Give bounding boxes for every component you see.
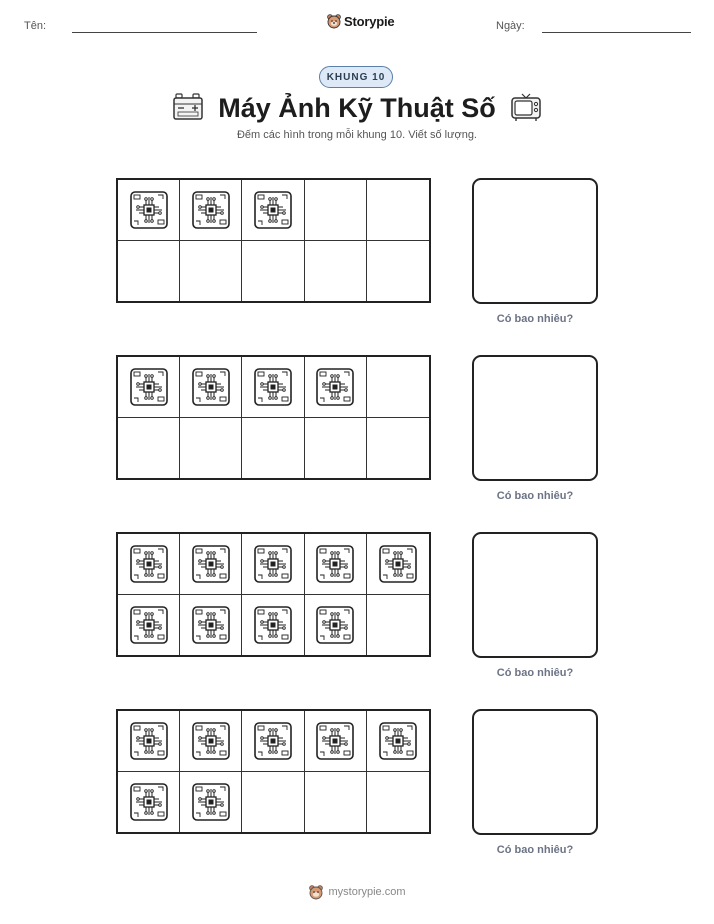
ten-frame-cell [305,241,367,302]
circuit-chip-icon [316,368,354,406]
circuit-chip-icon [379,545,417,583]
answer-label-3: Có bao nhiêu? [496,667,574,679]
circuit-chip-icon [316,545,354,583]
ten-frame-cell [118,418,180,479]
ten-frame-cell [180,180,242,241]
ten-frame-cell [367,534,429,595]
ten-frame-cell [242,595,304,656]
ten-frame-cell [367,418,429,479]
bear-mascot-icon [308,884,324,900]
circuit-chip-icon [254,191,292,229]
page-title: Máy Ảnh Kỹ Thuật Số [218,92,496,123]
answer-box-1[interactable] [472,178,598,304]
ten-frame-cell [367,711,429,772]
ten-frame-3 [116,532,431,657]
ten-frame-cell [367,357,429,418]
ten-frame-2 [116,355,431,480]
ten-frame-cell [305,772,367,833]
ten-frame-cell [180,534,242,595]
ten-frame-cell [367,241,429,302]
circuit-chip-icon [316,722,354,760]
circuit-chip-icon [254,545,292,583]
ten-frame-cell [305,711,367,772]
ten-frame-1 [116,178,431,303]
footer [0,884,714,900]
brand [326,13,394,29]
answer-box-4[interactable] [472,709,598,835]
answer-box-2[interactable] [472,355,598,481]
ten-frame-cell [118,357,180,418]
circuit-chip-icon [130,722,168,760]
ten-frame-cell [180,772,242,833]
ten-frame-cell [242,772,304,833]
ten-frame-cell [180,418,242,479]
tv-icon [510,93,542,123]
date-label: Ngày: [496,20,525,32]
circuit-chip-icon [379,722,417,760]
circuit-chip-icon [192,368,230,406]
ten-frame-cell [305,418,367,479]
circuit-chip-icon [130,783,168,821]
circuit-chip-icon [130,545,168,583]
answer-label-4: Có bao nhiêu? [496,844,574,856]
circuit-chip-icon [192,545,230,583]
ten-frame-cell [242,711,304,772]
instructions: Đếm các hình trong mỗi khung 10. Viết số lượng. [236,129,477,141]
ten-frame-cell [118,241,180,302]
circuit-chip-icon [192,191,230,229]
ten-frame-cell [242,357,304,418]
circuit-chip-icon [254,606,292,644]
badge: KHUNG 10 [319,66,393,88]
circuit-chip-icon [192,722,230,760]
ten-frame-cell [242,241,304,302]
ten-frame-cell [118,595,180,656]
ten-frame-cell [180,595,242,656]
ten-frame-cell [305,180,367,241]
circuit-chip-icon [130,368,168,406]
ten-frame-cell [242,180,304,241]
footer-url: mystorypie.com [328,886,406,898]
ten-frame-cell [367,772,429,833]
circuit-chip-icon [254,368,292,406]
ten-frame-cell [367,180,429,241]
ten-frame-cell [367,595,429,656]
answer-label-1: Có bao nhiêu? [496,313,574,325]
battery-icon [172,93,204,123]
circuit-chip-icon [192,783,230,821]
ten-frame-cell [118,711,180,772]
ten-frame-cell [242,418,304,479]
circuit-chip-icon [130,606,168,644]
ten-frame-cell [118,534,180,595]
ten-frame-cell [305,595,367,656]
ten-frame-4 [116,709,431,834]
ten-frame-cell [305,534,367,595]
circuit-chip-icon [254,722,292,760]
ten-frame-cell [180,241,242,302]
date-line[interactable] [542,32,691,33]
ten-frame-cell [118,180,180,241]
ten-frame-cell [118,772,180,833]
ten-frame-cell [180,357,242,418]
answer-box-3[interactable] [472,532,598,658]
ten-frame-cell [242,534,304,595]
brand-name: Storypie [344,13,395,29]
ten-frame-cell [305,357,367,418]
bear-mascot-icon [326,13,342,29]
title-row [0,88,714,128]
name-label: Tên: [24,20,47,32]
circuit-chip-icon [192,606,230,644]
ten-frame-cell [180,711,242,772]
circuit-chip-icon [316,606,354,644]
name-line[interactable] [72,32,257,33]
answer-label-2: Có bao nhiêu? [496,490,574,502]
circuit-chip-icon [130,191,168,229]
